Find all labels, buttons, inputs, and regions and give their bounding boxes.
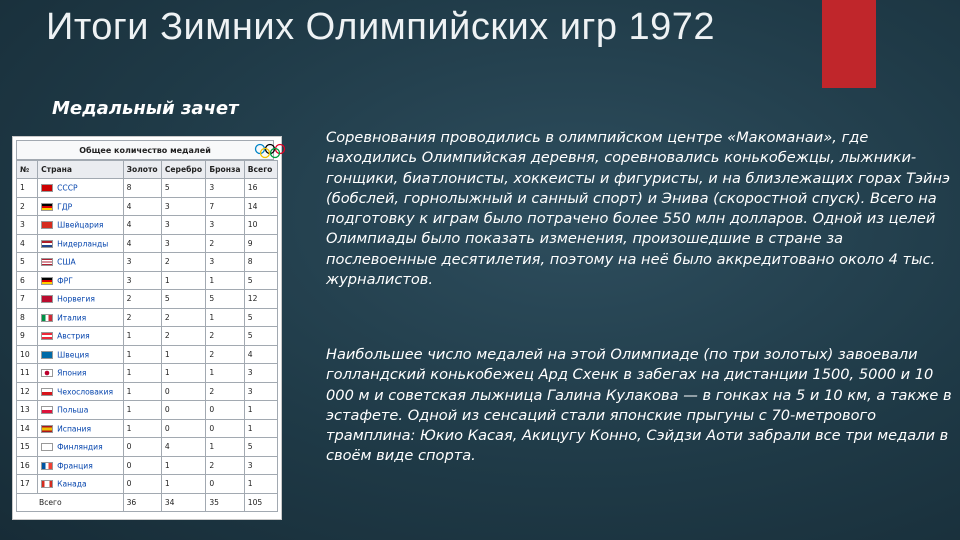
gold-cell: 0: [123, 456, 161, 475]
bronze-cell: 1: [206, 271, 244, 290]
totals-total-cell: 105: [244, 493, 277, 511]
total-cell: 1: [244, 475, 277, 494]
rank-cell: 16: [17, 456, 38, 475]
country-cell: [38, 290, 123, 309]
country-cell: [38, 327, 123, 346]
country-cell: [38, 382, 123, 401]
gold-cell: 4: [123, 197, 161, 216]
country-cell: [38, 456, 123, 475]
gold-cell: 8: [123, 179, 161, 198]
total-cell: 14: [244, 197, 277, 216]
gold-cell: 0: [123, 438, 161, 457]
table-row: [17, 364, 278, 383]
flag-netherlands-icon: [41, 240, 53, 248]
gold-cell: 2: [123, 308, 161, 327]
flag-sweden-icon: [41, 351, 53, 359]
country-cell: [38, 345, 123, 364]
total-cell: 3: [244, 382, 277, 401]
flag-italy-icon: [41, 314, 53, 322]
silver-cell: 1: [161, 345, 206, 364]
country-cell: [38, 234, 123, 253]
gold-cell: 0: [123, 475, 161, 494]
gold-cell: 4: [123, 216, 161, 235]
bronze-cell: 2: [206, 382, 244, 401]
country-link[interactable]: Канада: [57, 479, 87, 489]
country-cell: [38, 179, 123, 198]
country-link[interactable]: ФРГ: [57, 276, 73, 285]
gold-cell: 1: [123, 382, 161, 401]
table-row: [17, 234, 278, 253]
table-row: [17, 456, 278, 475]
gold-cell: 1: [123, 401, 161, 420]
bronze-cell: 1: [206, 438, 244, 457]
rank-cell: 9: [17, 327, 38, 346]
total-cell: 5: [244, 438, 277, 457]
bronze-cell: 3: [206, 253, 244, 272]
rank-cell: 5: [17, 253, 38, 272]
total-cell: 12: [244, 290, 277, 309]
silver-cell: 0: [161, 382, 206, 401]
flag-finland-icon: [41, 443, 53, 451]
bronze-cell: 0: [206, 401, 244, 420]
total-cell: 3: [244, 456, 277, 475]
totals-silver-cell: 34: [161, 493, 206, 511]
medal-table: [16, 160, 278, 512]
totals-row: [17, 493, 278, 511]
total-cell: 8: [244, 253, 277, 272]
silver-cell: 1: [161, 456, 206, 475]
olympic-rings-icon: [253, 143, 293, 159]
table-row: [17, 438, 278, 457]
flag-poland-icon: [41, 406, 53, 414]
table-row: [17, 197, 278, 216]
totals-label-cell: Всего: [17, 493, 124, 511]
country-link[interactable]: Финляндия: [57, 442, 103, 452]
bronze-cell: 5: [206, 290, 244, 309]
rank-cell: 1: [17, 179, 38, 198]
gold-cell: 1: [123, 327, 161, 346]
silver-cell: 1: [161, 364, 206, 383]
bronze-cell: 3: [206, 216, 244, 235]
bronze-cell: 0: [206, 419, 244, 438]
description-paragraph-2: Наибольшее число медалей на этой Олимпиаде (по три золотых) завоевали голландский конькобежец Ард Схенк в забегах на дистанции 1500, 5000 и 10 000 м и советская лыжница Галина Кулакова — в гонках на 5 и 10 км, а также в эстафете. Одной из сенсаций стали японские прыгуны с 70-метрового трамплина: Юкио Касая, Акицугу Конно, Сэйдзи Аоти забрали все три медали в своём виде спорта.: [326, 346, 952, 465]
table-row: [17, 382, 278, 401]
table-row: [17, 179, 278, 198]
header-country[interactable]: Страна: [38, 161, 123, 179]
rank-cell: 14: [17, 419, 38, 438]
country-cell: [38, 216, 123, 235]
header-gold[interactable]: Золото: [123, 161, 161, 179]
table-row: [17, 475, 278, 494]
country-link[interactable]: Норвегия: [57, 294, 95, 304]
rank-cell: 13: [17, 401, 38, 420]
country-cell: [38, 271, 123, 290]
bronze-cell: 0: [206, 475, 244, 494]
silver-cell: 3: [161, 216, 206, 235]
bronze-cell: 2: [206, 456, 244, 475]
flag-france-icon: [41, 462, 53, 470]
table-row: [17, 216, 278, 235]
silver-cell: 5: [161, 290, 206, 309]
bronze-cell: 7: [206, 197, 244, 216]
country-link[interactable]: США: [57, 257, 76, 267]
country-link[interactable]: Швеция: [57, 350, 90, 359]
table-row: [17, 290, 278, 309]
rank-cell: 6: [17, 271, 38, 290]
flag-frg-icon: [41, 277, 53, 285]
country-cell: [38, 364, 123, 383]
rank-cell: 8: [17, 308, 38, 327]
silver-cell: 2: [161, 327, 206, 346]
rank-cell: 10: [17, 345, 38, 364]
medal-table-body: [17, 179, 278, 512]
country-link[interactable]: Австрия: [57, 331, 90, 341]
bronze-cell: 2: [206, 345, 244, 364]
table-row: [17, 308, 278, 327]
header-silver[interactable]: Серебро: [161, 161, 206, 179]
table-row: [17, 345, 278, 364]
country-cell: [38, 438, 123, 457]
silver-cell: 4: [161, 438, 206, 457]
country-cell: [38, 419, 123, 438]
total-cell: 4: [244, 345, 277, 364]
bronze-cell: 1: [206, 308, 244, 327]
gold-cell: 3: [123, 253, 161, 272]
country-link[interactable]: Япония: [57, 368, 87, 378]
country-link[interactable]: Швейцария: [57, 220, 104, 230]
rank-cell: 3: [17, 216, 38, 235]
flag-canada-icon: [41, 480, 53, 488]
country-link[interactable]: Испания: [57, 424, 92, 433]
medal-table-caption: [16, 140, 274, 160]
table-row: [17, 419, 278, 438]
title-accent-bar: [822, 0, 876, 88]
total-cell: 1: [244, 419, 277, 438]
gold-cell: 1: [123, 419, 161, 438]
bronze-cell: 1: [206, 364, 244, 383]
country-link[interactable]: Чехословакия: [57, 387, 114, 396]
bronze-cell: 3: [206, 179, 244, 198]
total-cell: 5: [244, 308, 277, 327]
table-row: [17, 401, 278, 420]
flag-austria-icon: [41, 332, 53, 340]
country-cell: [38, 475, 123, 494]
totals-gold-cell: 36: [123, 493, 161, 511]
gold-cell: 1: [123, 364, 161, 383]
country-cell: [38, 308, 123, 327]
silver-cell: 0: [161, 401, 206, 420]
flag-gdr-icon: [41, 203, 53, 211]
total-cell: 5: [244, 271, 277, 290]
total-cell: 16: [244, 179, 277, 198]
total-cell: 9: [244, 234, 277, 253]
silver-cell: 3: [161, 197, 206, 216]
rank-cell: 4: [17, 234, 38, 253]
rank-cell: 12: [17, 382, 38, 401]
flag-switzerland-icon: [41, 221, 53, 229]
table-row: [17, 253, 278, 272]
country-link[interactable]: Италия: [57, 313, 87, 322]
flag-spain-icon: [41, 425, 53, 433]
rank-cell: 7: [17, 290, 38, 309]
gold-cell: 2: [123, 290, 161, 309]
medal-table-header-row: [17, 161, 278, 179]
medal-table-caption-text: Общее количество медалей: [79, 145, 211, 155]
table-row: [17, 327, 278, 346]
silver-cell: 0: [161, 419, 206, 438]
total-cell: 1: [244, 401, 277, 420]
bronze-cell: 2: [206, 234, 244, 253]
country-link[interactable]: ГДР: [57, 202, 73, 211]
description-paragraph-1: Соревнования проводились в олимпийском центре «Макоманаи», где находились Олимпийская деревня, соревновались конькобежцы, лыжники-гонщики, биатлонисты, хоккеисты и фигуристы, и на близлежащих горах Тэйнэ (бобслей, горнолыжный и санный спорт) и Энива (скоростной спуск). Всего на подготовку к играм было потрачено более 550 млн долларов. Одной из целей Олимпиады было показать изменения, произошедшие в стране за послевоенные десятилетия, поэтому на неё было аккредитовано около 4 тыс. журналистов.: [326, 129, 951, 289]
flag-czechoslovakia-icon: [41, 388, 53, 396]
total-cell: 5: [244, 327, 277, 346]
country-cell: [38, 401, 123, 420]
country-link[interactable]: Польша: [57, 405, 89, 415]
header-rank[interactable]: №: [17, 161, 38, 179]
flag-ussr-icon: [41, 184, 53, 192]
gold-cell: 1: [123, 345, 161, 364]
silver-cell: 2: [161, 308, 206, 327]
header-total[interactable]: Всего: [244, 161, 277, 179]
total-cell: 10: [244, 216, 277, 235]
gold-cell: 3: [123, 271, 161, 290]
silver-cell: 3: [161, 234, 206, 253]
rank-cell: 2: [17, 197, 38, 216]
country-link[interactable]: СССР: [57, 183, 78, 193]
flag-usa-icon: [41, 258, 53, 266]
totals-bronze-cell: 35: [206, 493, 244, 511]
medal-table-image: [12, 136, 282, 520]
slide-title: Итоги Зимних Олимпийских игр 1972: [46, 6, 716, 48]
silver-cell: 5: [161, 179, 206, 198]
silver-cell: 1: [161, 475, 206, 494]
silver-cell: 2: [161, 253, 206, 272]
gold-cell: 4: [123, 234, 161, 253]
rank-cell: 15: [17, 438, 38, 457]
country-link[interactable]: Франция: [57, 461, 93, 470]
bronze-cell: 2: [206, 327, 244, 346]
slide-subtitle: Медальный зачет: [52, 98, 239, 119]
flag-norway-icon: [41, 295, 53, 303]
country-link[interactable]: Нидерланды: [57, 239, 109, 248]
silver-cell: 1: [161, 271, 206, 290]
rank-cell: 11: [17, 364, 38, 383]
country-cell: [38, 253, 123, 272]
header-bronze[interactable]: Бронза: [206, 161, 244, 179]
rank-cell: 17: [17, 475, 38, 494]
country-cell: [38, 197, 123, 216]
total-cell: 3: [244, 364, 277, 383]
flag-japan-icon: [41, 369, 53, 377]
table-row: [17, 271, 278, 290]
